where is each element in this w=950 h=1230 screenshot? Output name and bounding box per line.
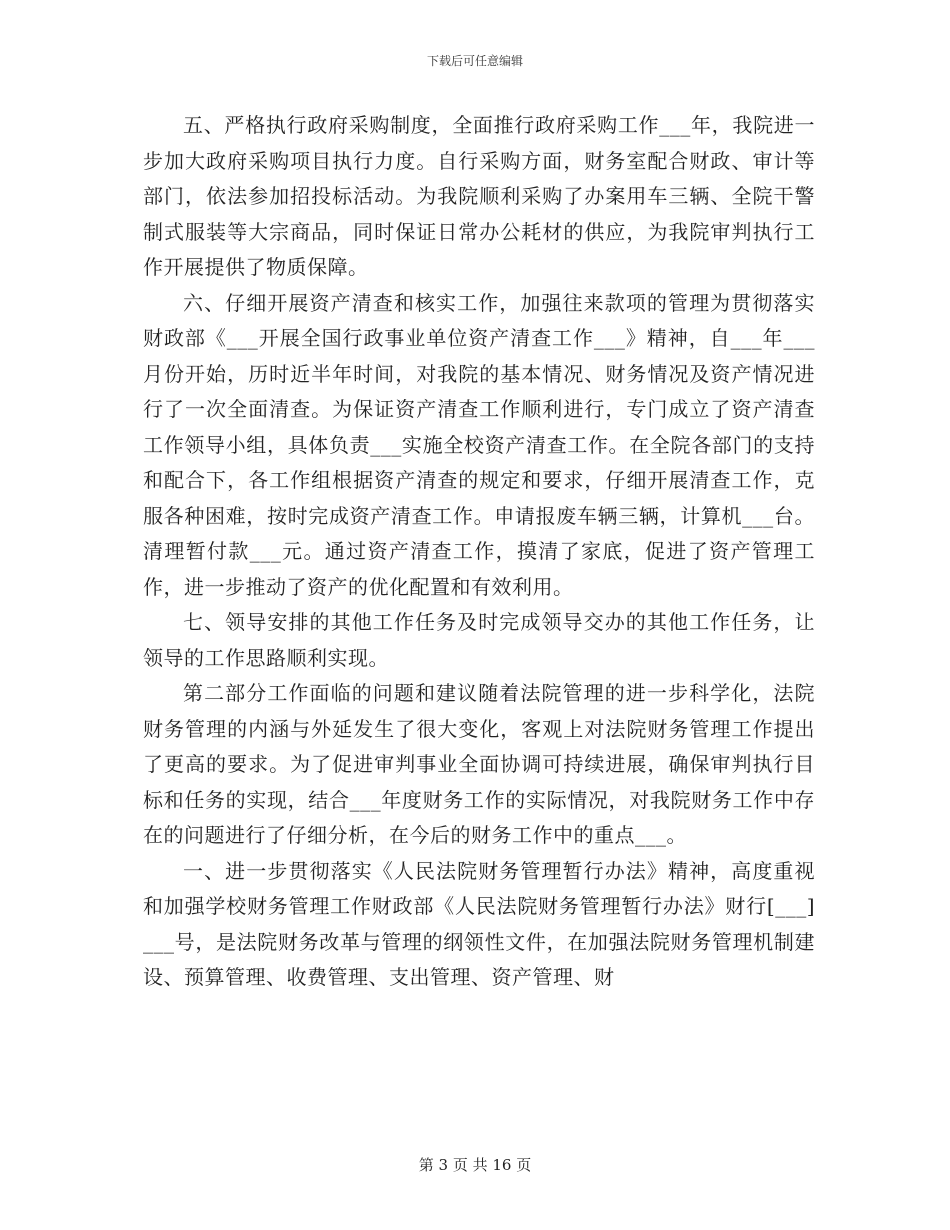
- paragraph-part-two: 第二部分工作面临的问题和建议随着法院管理的进一步科学化，法院财务管理的内涵与外延发生了很大变化，客观上对法院财务管理工作提出了更高的要求。为了促进审判事业全面协调可持续进展，确保审判执行目标和任务的实现，结合___年度财务工作的实际情况，对我院财务工作中存在的问题进行了仔细分析，在今后的财务工作中的重点___。: [143, 681, 815, 847]
- document-body: [143, 108, 815, 996]
- page-number: 第 3 页 共 16 页: [418, 1156, 532, 1174]
- page-header: 下载后可任意编辑: [426, 54, 523, 68]
- paragraph-6-asset-check: 六、仔细开展资产清查和核实工作，加强往来款项的管理为贯彻落实财政部《___开展全国行政事业单位资产清查工作___》精神，自___年___月份开始，历时近半年时间，对我院的基本情况、财务情况及资产情况进行了一次全面清查。为保证资产清查工作顺利进行，专门成立了资产清查工作领导小组，具体负责___实施全校资产清查工作。在全院各部门的支持和配合下，各工作组根据资产清查的规定和要求，仔细开展清查工作，克服各种困难，按时完成资产清查工作。申请报废车辆三辆，计算机___台。清理暂付款___元。通过资产清查工作，摸清了家底，促进了资产管理工作，进一步推动了资产的优化配置和有效利用。: [143, 290, 815, 599]
- paragraph-7-other-tasks: 七、领导安排的其他工作任务及时完成领导交办的其他工作任务，让领导的工作思路顺利实现。: [143, 610, 815, 670]
- paragraph-1-implementation: 一、进一步贯彻落实《人民法院财务管理暂行办法》精神，高度重视和加强学校财务管理工作财政部《人民法院财务管理暂行办法》财行[___]___号，是法院财务改革与管理的纲领性文件，在加强法院财务管理机制建设、预算管理、收费管理、支出管理、资产管理、财: [143, 858, 815, 989]
- paragraph-5-procurement: 五、严格执行政府采购制度，全面推行政府采购工作___年，我院进一步加大政府采购项目执行力度。自行采购方面，财务室配合财政、审计等部门，依法参加招投标活动。为我院顺利采购了办案用车三辆、全院干警制式服装等大宗商品，同时保证日常办公耗材的供应，为我院审判执行工作开展提供了物质保障。: [143, 113, 815, 279]
